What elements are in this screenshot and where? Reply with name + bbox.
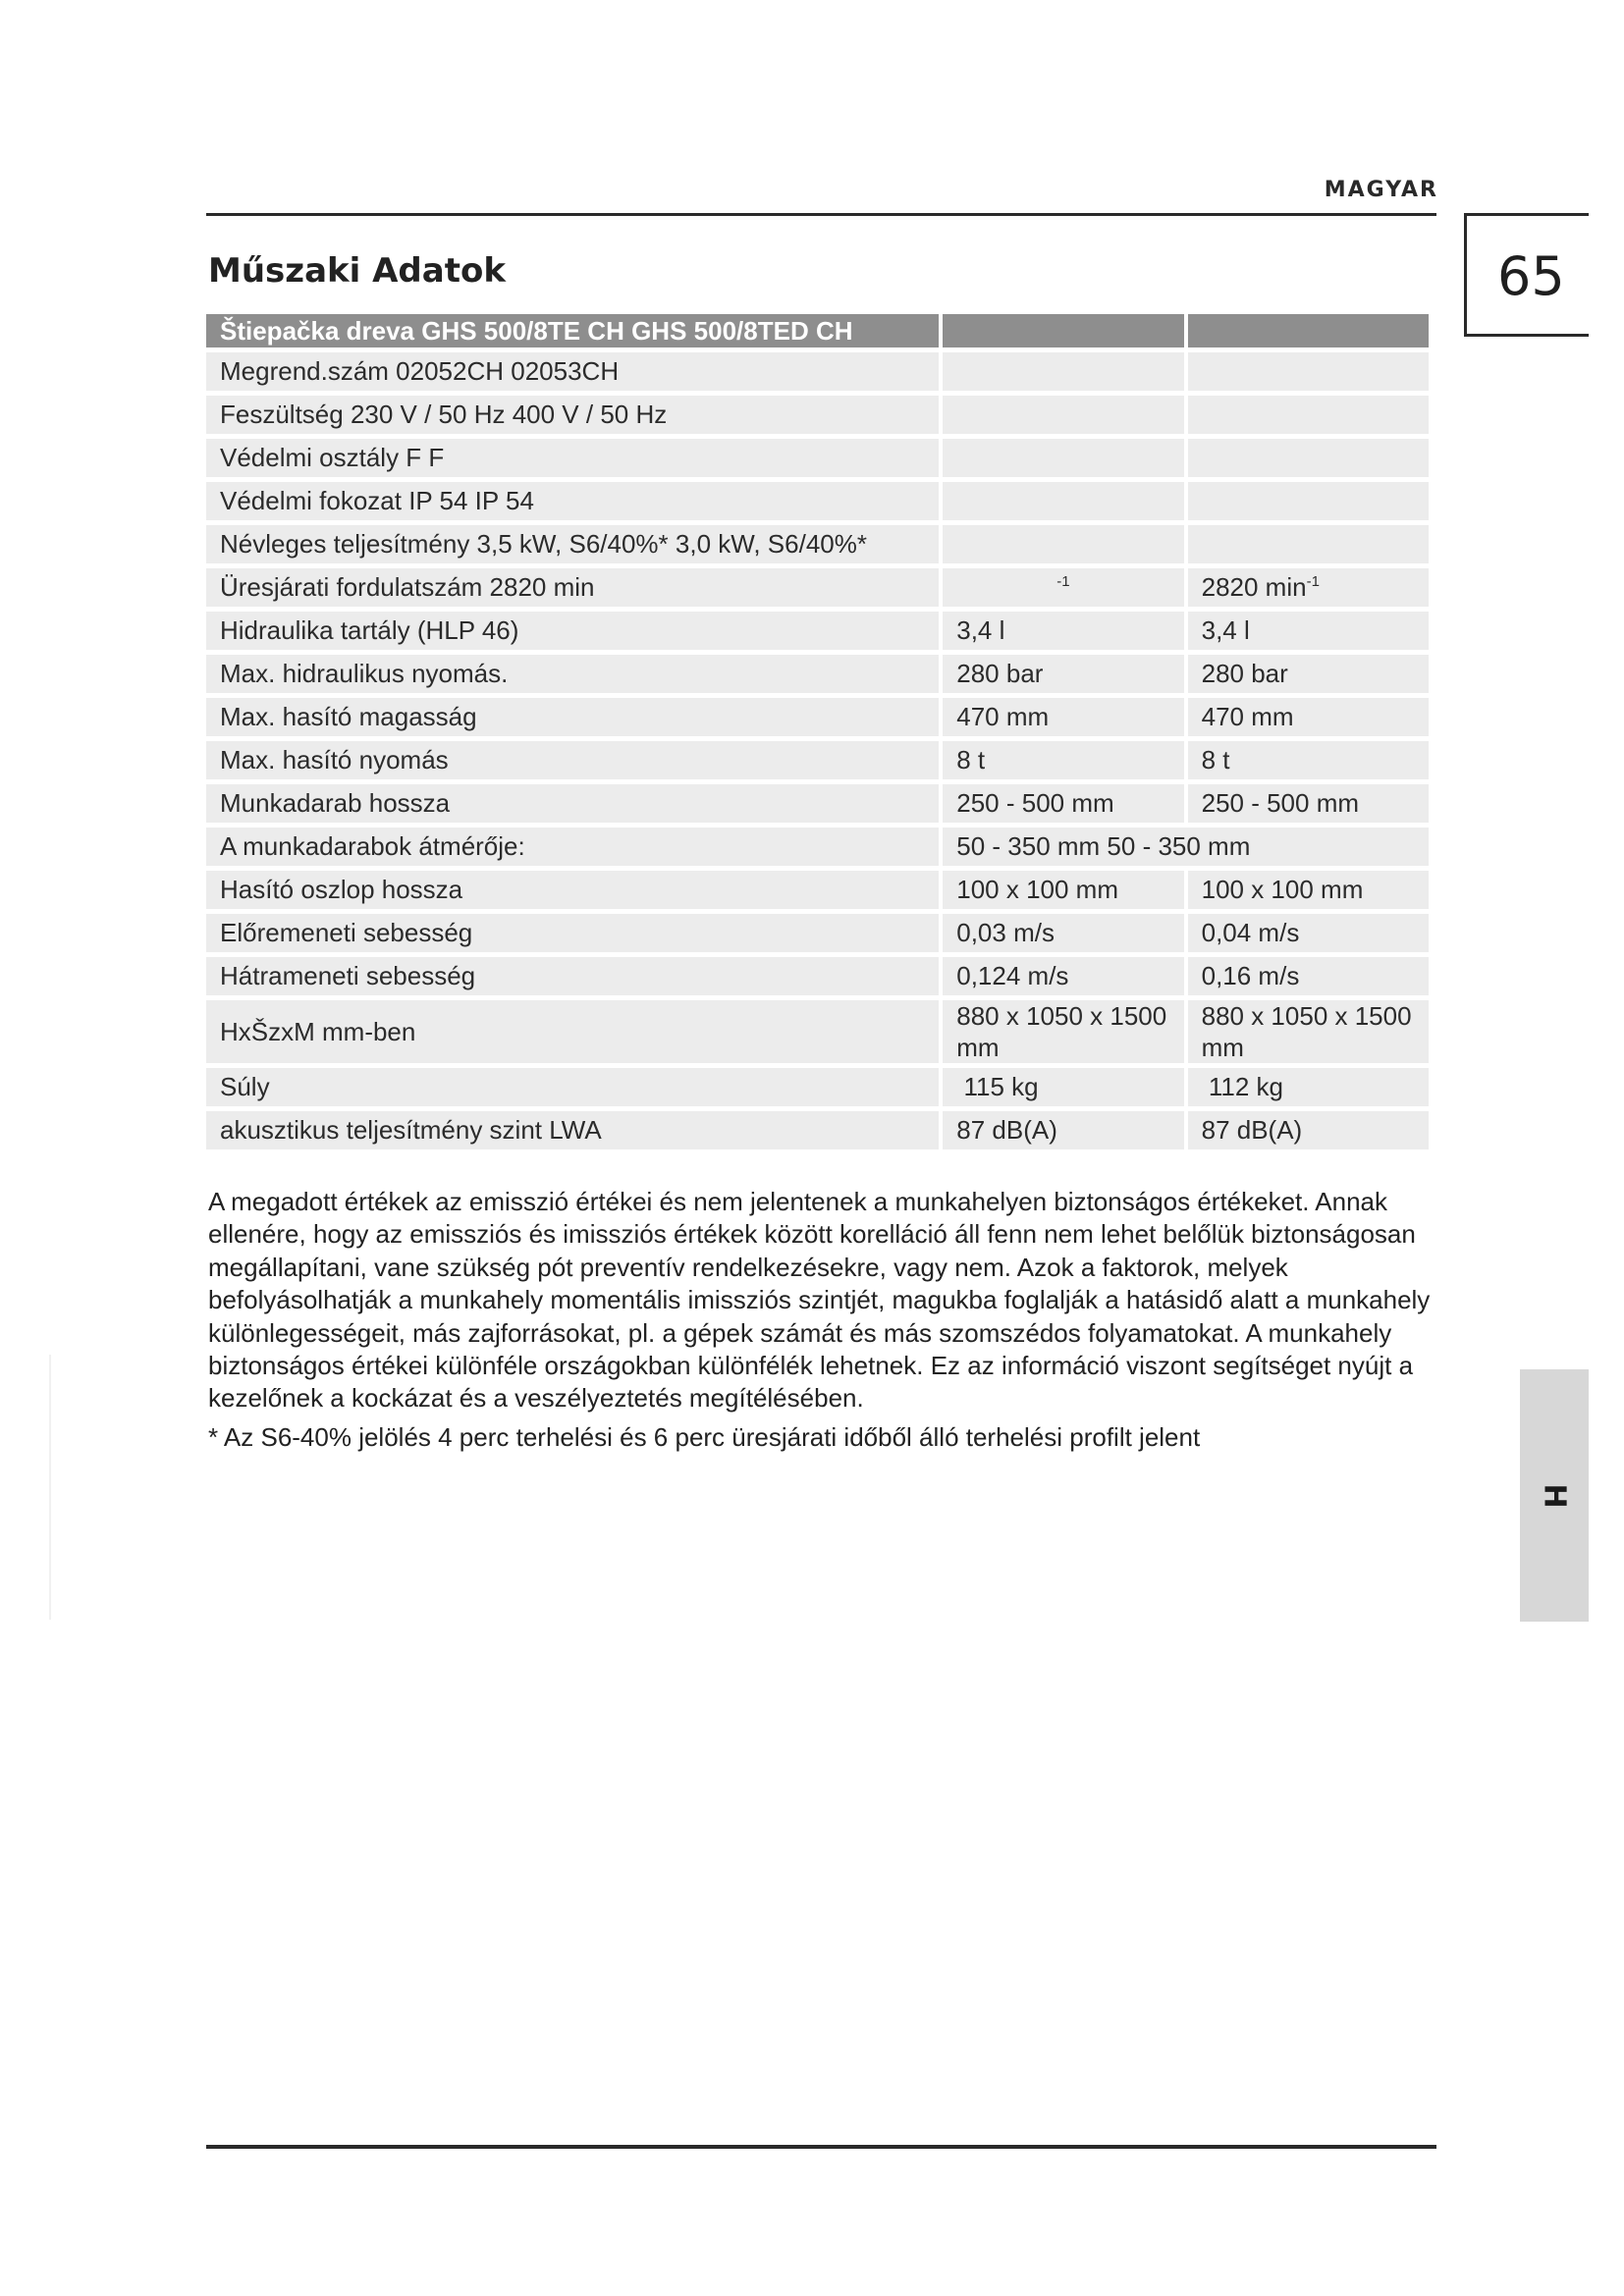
- header-rule: [206, 213, 1436, 216]
- table-cell: [1188, 439, 1429, 477]
- table-cell-label: Munkadarab hossza: [206, 784, 939, 823]
- table-row: [206, 612, 1429, 650]
- emission-note-paragraph: A megadott értékek az emisszió értékei és nem jelentenek a munkahelyen biztonságos értékeket. Annak ellenére, hogy az emissziós és imissziós értékek között korelláció áll fenn nem lehet belőlük biztonságosan megállapítani, vane szükség pót preventív rendelkezésekre, vagy nem. Azok a faktorok, melyek befolyásolhatják a munkahely momentális imissziós szintjét, magukba foglalják a hatásidő alatt a munkahely különlegességeit, más zajforrásokat, pl. a gépek számát és más szomszédos folyamatokat. A munkahely biztonságos értékei különféle országokban különfélék lehetnek. Ez az információ viszont segítséget nyújt a kezelőnek a kockázat és a veszélyeztetés megítélésében.: [208, 1187, 1431, 1414]
- table-cell: 250 - 500 mm: [943, 784, 1183, 823]
- table-cell-label: Névleges teljesítmény 3,5 kW, S6/40%* 3,0 kW, S6/40%*: [206, 525, 939, 563]
- table-cell-value: 2820 min: [1201, 572, 1307, 602]
- table-cell: 87 dB(A): [943, 1111, 1183, 1149]
- language-label: MAGYAR: [1324, 178, 1438, 202]
- page-title: Műszaki Adatok: [208, 251, 506, 291]
- table-cell: 0,03 m/s: [943, 914, 1183, 952]
- table-cell-label: akusztikus teljesítmény szint LWA: [206, 1111, 939, 1149]
- table-cell-label: Hidraulika tartály (HLP 46): [206, 612, 939, 650]
- table-cell-label: Hasító oszlop hossza: [206, 871, 939, 909]
- table-cell: 8 t: [943, 741, 1183, 779]
- table-cell-label: Max. hasító nyomás: [206, 741, 939, 779]
- table-row: [206, 914, 1429, 952]
- table-row: [206, 568, 1429, 607]
- table-header-cell: [1188, 314, 1429, 347]
- table-header-cell: Štiepačka dreva GHS 500/8TE CH GHS 500/8TED CH: [206, 314, 939, 347]
- table-cell: 0,04 m/s: [1188, 914, 1429, 952]
- table-row: [206, 352, 1429, 391]
- table-cell-label: Súly: [206, 1068, 939, 1106]
- table-row: [206, 784, 1429, 823]
- page-number: 65: [1497, 245, 1565, 307]
- table-cell-label: Hátrameneti sebesség: [206, 957, 939, 995]
- table-cell: 280 bar: [943, 655, 1183, 693]
- table-cell-label: A munkadarabok átmérője:: [206, 828, 939, 866]
- table-cell: [943, 482, 1183, 520]
- table-cell-spanning: 50 - 350 mm 50 - 350 mm: [943, 828, 1429, 866]
- table-cell: 470 mm: [1188, 698, 1429, 736]
- table-cell: [943, 396, 1183, 434]
- table-cell: [943, 568, 1183, 607]
- table-row: [206, 396, 1429, 434]
- table-cell: 115 kg: [943, 1068, 1183, 1106]
- table-cell-label: Üresjárati fordulatszám 2820 min: [206, 568, 939, 607]
- language-side-tab: [1520, 1369, 1589, 1622]
- technical-data-table: [202, 309, 1433, 1154]
- table-row: [206, 957, 1429, 995]
- table-row: [206, 828, 1429, 866]
- table-cell: [1188, 525, 1429, 563]
- footnote: * Az S6-40% jelölés 4 perc terhelési és 6 perc üresjárati időből álló terhelési profilt jelent: [208, 1421, 1201, 1452]
- superscript-exponent: -1: [1056, 573, 1070, 590]
- table-row: [206, 871, 1429, 909]
- table-cell-label: Előremeneti sebesség: [206, 914, 939, 952]
- table-cell: 3,4 l: [1188, 612, 1429, 650]
- table-cell: 112 kg: [1188, 1068, 1429, 1106]
- table-cell: [943, 525, 1183, 563]
- table-cell-label: Feszültség 230 V / 50 Hz 400 V / 50 Hz: [206, 396, 939, 434]
- scan-edge-mark: [49, 1355, 51, 1620]
- table-row: [206, 439, 1429, 477]
- table-cell-label: Max. hasító magasság: [206, 698, 939, 736]
- footer-rule: [206, 2145, 1436, 2149]
- table-cell: 0,124 m/s: [943, 957, 1183, 995]
- table-cell: 3,4 l: [943, 612, 1183, 650]
- table-cell-label: Max. hidraulikus nyomás.: [206, 655, 939, 693]
- superscript-exponent: -1: [1306, 573, 1320, 590]
- table-row: [206, 1068, 1429, 1106]
- table-cell: [1188, 568, 1429, 607]
- table-cell: 880 x 1050 x 1500 mm: [943, 1000, 1183, 1063]
- table-header-cell: [943, 314, 1183, 347]
- table-cell-label: Védelmi osztály F F: [206, 439, 939, 477]
- table-cell: 8 t: [1188, 741, 1429, 779]
- table-cell: 100 x 100 mm: [943, 871, 1183, 909]
- table-header-row: [206, 314, 1429, 347]
- table-cell: [943, 352, 1183, 391]
- table-cell: 0,16 m/s: [1188, 957, 1429, 995]
- table-cell: 470 mm: [943, 698, 1183, 736]
- table-row: [206, 741, 1429, 779]
- table-cell: [1188, 352, 1429, 391]
- table-cell: 280 bar: [1188, 655, 1429, 693]
- table-cell: 250 - 500 mm: [1188, 784, 1429, 823]
- table-row: [206, 1111, 1429, 1149]
- table-cell-label: Védelmi fokozat IP 54 IP 54: [206, 482, 939, 520]
- table-cell: 87 dB(A): [1188, 1111, 1429, 1149]
- notes-section: [208, 1186, 1441, 1454]
- table-row: [206, 482, 1429, 520]
- side-tab-label: H: [1537, 1482, 1572, 1509]
- table-cell: 880 x 1050 x 1500 mm: [1188, 1000, 1429, 1063]
- table-cell-label: Megrend.szám 02052CH 02053CH: [206, 352, 939, 391]
- table-row: [206, 1000, 1429, 1063]
- table-cell: [1188, 396, 1429, 434]
- table-row: [206, 525, 1429, 563]
- table-cell: [943, 439, 1183, 477]
- table-row: [206, 655, 1429, 693]
- table-cell: 100 x 100 mm: [1188, 871, 1429, 909]
- table-cell-label: HxŠzxM mm-ben: [206, 1000, 939, 1063]
- table-row: [206, 698, 1429, 736]
- table-cell: [1188, 482, 1429, 520]
